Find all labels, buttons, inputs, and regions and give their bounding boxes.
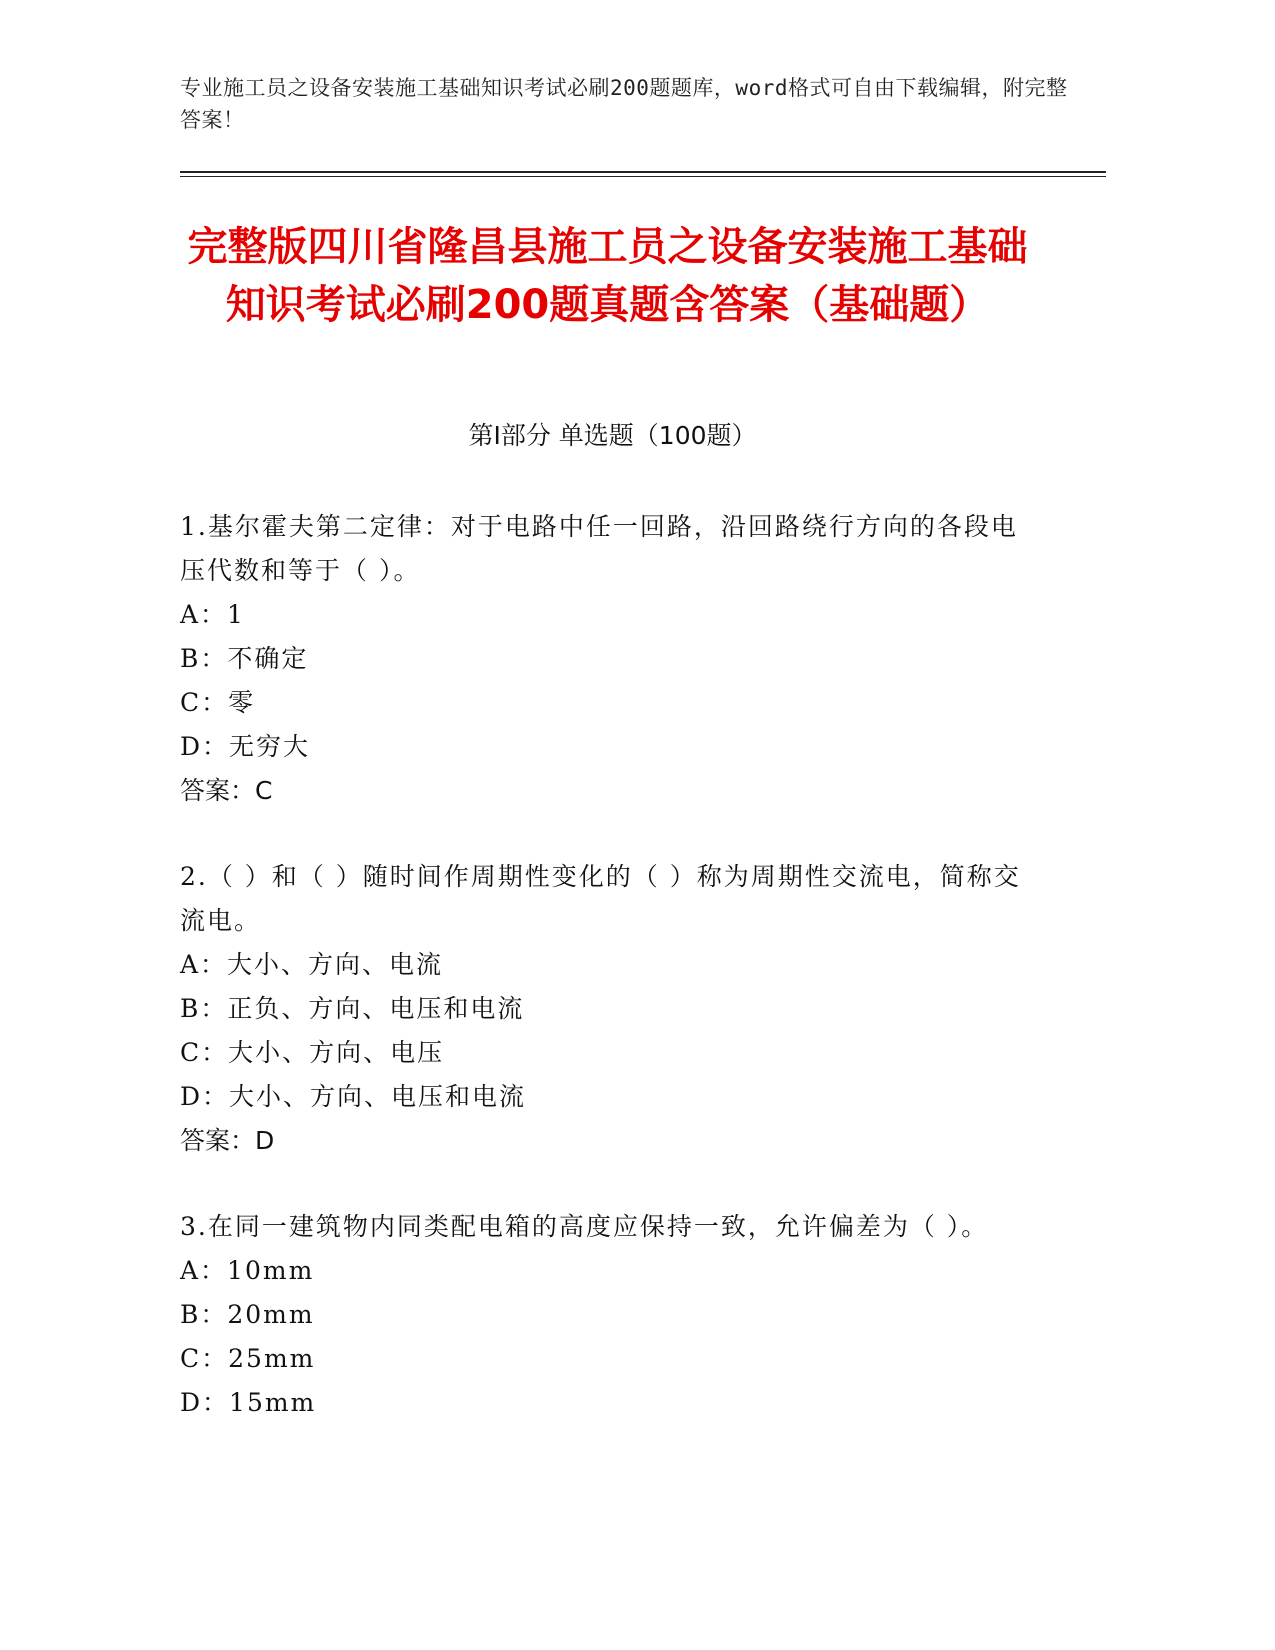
answer-line: 答案：D [180, 1126, 275, 1155]
option-a: A：1 [180, 600, 245, 629]
header-rule-thick [180, 171, 1106, 173]
option-a: A：大小、方向、电流 [180, 950, 444, 979]
document-title: 完整版四川省隆昌县施工员之设备安装施工基础知识考试必刷200题真题含答案（基础题） [187, 224, 1028, 328]
option-d: D：无穷大 [180, 732, 311, 761]
option-c: C：零 [180, 688, 256, 717]
option-d: D：15mm [180, 1388, 317, 1417]
option-b: B：不确定 [180, 644, 309, 673]
question-list [180, 505, 1040, 1467]
question-stem: 3.在同一建筑物内同类配电箱的高度应保持一致，允许偏差为（ ）。 [180, 1212, 989, 1241]
option-c: C：大小、方向、电压 [180, 1038, 445, 1067]
question-stem: 2.（ ）和（ ）随时间作周期性变化的（ ）称为周期性交流电，简称交流电。 [180, 862, 1021, 935]
header-rule-thin [180, 176, 1106, 177]
question-1 [180, 505, 1040, 813]
section-heading: 第Ⅰ部分 单选题（100题） [468, 421, 757, 450]
option-b: B：正负、方向、电压和电流 [180, 994, 525, 1023]
option-a: A：10mm [180, 1256, 315, 1285]
option-c: C：25mm [180, 1344, 316, 1373]
answer-line: 答案：C [180, 776, 273, 805]
question-stem: 1.基尔霍夫第二定律：对于电路中任一回路，沿回路绕行方向的各段电压代数和等于（ ）。 [180, 512, 1018, 585]
question-3 [180, 1205, 1040, 1425]
question-2 [180, 855, 1040, 1163]
option-d: D：大小、方向、电压和电流 [180, 1082, 527, 1111]
option-b: B：20mm [180, 1300, 315, 1329]
header-note: 专业施工员之设备安装施工基础知识考试必刷200题题库，word格式可自由下载编辑，附完整答案！ [180, 76, 1068, 132]
